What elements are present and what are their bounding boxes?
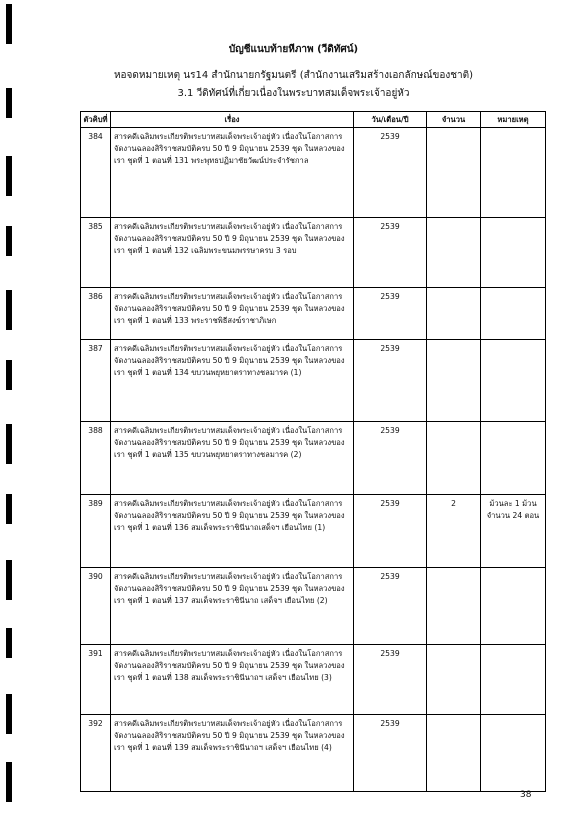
row-number: 384 <box>81 128 111 218</box>
table-row <box>81 422 546 495</box>
row-date: 2539 <box>354 715 427 792</box>
row-subject: สารคดีเฉลิมพระเกียรติพระบาทสมเด็จพระเจ้าอยู่หัว เนื่องในโอกาสการจัดงานฉลองสิริราชสมบัติครบ 50 ปี 9 มิถุนายน 2539 ชุด ในหลวงของเรา ชุดที่ 1 ตอนที่ 135 ขบวนพยุหยาตราทางชลมารค (2) <box>111 422 354 495</box>
binding-mark <box>6 226 12 256</box>
table-row <box>81 128 546 218</box>
row-subject: สารคดีเฉลิมพระเกียรติพระบาทสมเด็จพระเจ้าอยู่หัว เนื่องในโอกาสการจัดงานฉลองสิริราชสมบัติครบ 50 ปี 9 มิถุนายน 2539 ชุด ในหลวงของเรา ชุดที่ 1 ตอนที่ 134 ขบวนพยุหยาตราทางชลมารค (1) <box>111 340 354 422</box>
row-subject: สารคดีเฉลิมพระเกียรติพระบาทสมเด็จพระเจ้าอยู่หัว เนื่องในโอกาสการจัดงานฉลองสิริราชสมบัติครบ 50 ปี 9 มิถุนายน 2539 ชุด ในหลวงของเรา ชุดที่ 1 ตอนที่ 131 พระพุทธปฏิมาชัยวัฒน์ประจำรัชกาล <box>111 128 354 218</box>
row-quantity <box>427 128 481 218</box>
row-remarks <box>481 288 546 340</box>
table-row <box>81 340 546 422</box>
row-date: 2539 <box>354 495 427 568</box>
binding-mark <box>6 156 12 196</box>
row-number: 392 <box>81 715 111 792</box>
table-row <box>81 568 546 645</box>
column-header-quantity: จำนวน <box>427 112 481 128</box>
row-date: 2539 <box>354 645 427 715</box>
row-quantity <box>427 288 481 340</box>
row-number: 386 <box>81 288 111 340</box>
row-number: 385 <box>81 218 111 288</box>
document-title: บัญชีแนบท้ายหีภาพ (วีดิทัศน์) <box>228 44 359 55</box>
row-remarks <box>481 568 546 645</box>
table-row <box>81 715 546 792</box>
row-date: 2539 <box>354 288 427 340</box>
table-row <box>81 218 546 288</box>
row-subject: สารคดีเฉลิมพระเกียรติพระบาทสมเด็จพระเจ้าอยู่หัว เนื่องในโอกาสการจัดงานฉลองสิริราชสมบัติครบ 50 ปี 9 มิถุนายน 2539 ชุด ในหลวงของเรา ชุดที่ 1 ตอนที่ 138 สมเด็จพระราชินีนาถฯ เสด็จฯ เยือนไทย (3) <box>111 645 354 715</box>
row-date: 2539 <box>354 218 427 288</box>
row-remarks <box>481 715 546 792</box>
binding-mark <box>6 4 12 44</box>
row-subject: สารคดีเฉลิมพระเกียรติพระบาทสมเด็จพระเจ้าอยู่หัว เนื่องในโอกาสการจัดงานฉลองสิริราชสมบัติครบ 50 ปี 9 มิถุนายน 2539 ชุด ในหลวงของเรา ชุดที่ 1 ตอนที่ 139 สมเด็จพระราชินีนาถฯ เสด็จฯ เยือนไทย (4) <box>111 715 354 792</box>
row-date: 2539 <box>354 340 427 422</box>
archive-header: หอจดหมายเหตุ นร14 สำนักนายกรัฐมนตรี (สำนักงานเสริมสร้างเอกลักษณ์ของชาติ) <box>113 70 474 81</box>
row-number: 391 <box>81 645 111 715</box>
row-quantity: 2 <box>427 495 481 568</box>
binding-mark <box>6 424 12 464</box>
row-number: 387 <box>81 340 111 422</box>
row-remarks <box>481 128 546 218</box>
row-remarks <box>481 645 546 715</box>
column-header-remarks: หมายเหตุ <box>481 112 546 128</box>
row-subject: สารคดีเฉลิมพระเกียรติพระบาทสมเด็จพระเจ้าอยู่หัว เนื่องในโอกาสการจัดงานฉลองสิริราชสมบัติครบ 50 ปี 9 มิถุนายน 2539 ชุด ในหลวงของเรา ชุดที่ 1 ตอนที่ 132 เฉลิมพระขนมพรรษาครบ 3 รอบ <box>111 218 354 288</box>
binding-mark <box>6 762 12 802</box>
row-quantity <box>427 422 481 495</box>
column-header-number: ตัวคิบที่ <box>81 112 111 128</box>
binding-mark <box>6 560 12 600</box>
binding-mark <box>6 290 12 330</box>
row-date: 2539 <box>354 422 427 495</box>
row-quantity <box>427 715 481 792</box>
row-quantity <box>427 218 481 288</box>
row-quantity <box>427 568 481 645</box>
page-number: 38 <box>520 790 532 800</box>
section-header: 3.1 วีดิทัศน์ที่เกี่ยวเนื่องในพระบาทสมเด็จพระเจ้าอยู่หัว <box>177 88 410 99</box>
binding-mark <box>6 494 12 524</box>
row-remarks <box>481 340 546 422</box>
table-row <box>81 495 546 568</box>
row-number: 388 <box>81 422 111 495</box>
row-remarks <box>481 218 546 288</box>
row-date: 2539 <box>354 128 427 218</box>
row-date: 2539 <box>354 568 427 645</box>
row-subject: สารคดีเฉลิมพระเกียรติพระบาทสมเด็จพระเจ้าอยู่หัว เนื่องในโอกาสการจัดงานฉลองสิริราชสมบัติครบ 50 ปี 9 มิถุนายน 2539 ชุด ในหลวงของเรา ชุดที่ 1 ตอนที่ 137 สมเด็จพระราชินีนาถ เสด็จฯ เยือนไทย (2) <box>111 568 354 645</box>
catalog-table <box>80 111 546 792</box>
row-quantity <box>427 645 481 715</box>
row-number: 390 <box>81 568 111 645</box>
table-header-row <box>81 112 546 128</box>
table-row <box>81 288 546 340</box>
row-subject: สารคดีเฉลิมพระเกียรติพระบาทสมเด็จพระเจ้าอยู่หัว เนื่องในโอกาสการจัดงานฉลองสิริราชสมบัติครบ 50 ปี 9 มิถุนายน 2539 ชุด ในหลวงของเรา ชุดที่ 1 ตอนที่ 136 สมเด็จพระราชินีนาถเสด็จฯ เยือนไทย (1) <box>111 495 354 568</box>
binding-mark <box>6 628 12 658</box>
table-row <box>81 645 546 715</box>
column-header-date: วัน/เดือน/ปี <box>354 112 427 128</box>
binding-mark <box>6 360 12 390</box>
row-number: 389 <box>81 495 111 568</box>
binding-mark <box>6 694 12 734</box>
column-header-subject: เรื่อง <box>111 112 354 128</box>
row-subject: สารคดีเฉลิมพระเกียรติพระบาทสมเด็จพระเจ้าอยู่หัว เนื่องในโอกาสการจัดงานฉลองสิริราชสมบัติครบ 50 ปี 9 มิถุนายน 2539 ชุด ในหลวงของเรา ชุดที่ 1 ตอนที่ 133 พระราชพิธีสงฆ์ราชาภิเษก <box>111 288 354 340</box>
row-remarks <box>481 422 546 495</box>
row-remarks: ม้วนละ 1 ม้วน จำนวน 24 ตอน <box>481 495 546 568</box>
row-quantity <box>427 340 481 422</box>
